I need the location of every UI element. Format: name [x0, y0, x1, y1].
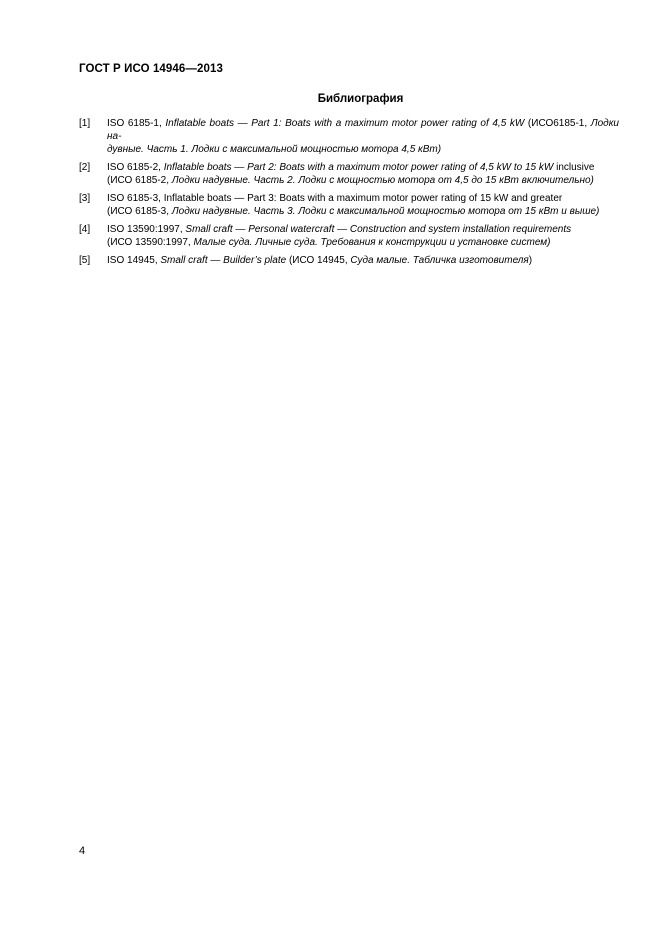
entry-title-ru: Лодки на- [107, 118, 619, 142]
entry-title-ru: Лодки надувные. Часть 2. Лодки с мощностью мотора от 4,5 до 15 кВт включительно) [171, 175, 594, 186]
entry-ref-ru: (ИСО 14945, [286, 255, 351, 266]
bibliography-entry-4 [79, 223, 619, 249]
entry-line-1: ISO 6185-3, Inflatable boats — Part 3: Boats with a maximum motor power rating of 15 kW and greater [107, 193, 563, 204]
entry-ref-ru: (ИСО6185-1, [524, 118, 591, 129]
entry-text [107, 117, 619, 156]
entry-line-2 [107, 174, 619, 187]
entry-suffix: inclusive [553, 162, 595, 173]
page-number: 4 [79, 845, 86, 857]
entry-title-ru: Малые суда. Личные суда. Требования к конструкции и установке систем) [193, 237, 551, 248]
entry-title-en: Small craft — Personal watercraft — Construction and system installation requirements [185, 224, 572, 235]
entry-text [107, 192, 619, 218]
entry-title-en: Inflatable boats — Part 2: Boats with a maximum motor power rating of 4,5 kW to 15 kW [163, 162, 554, 173]
entry-title-en: Small craft — Builder’s plate [160, 255, 287, 266]
entry-ref-ru: (ИСО 13590:1997, [107, 237, 194, 248]
entry-ref: ISO 13590:1997, [107, 224, 186, 235]
entry-text [107, 254, 619, 267]
bibliography-list [79, 117, 619, 272]
entry-ref-ru: (ИСО 6185-3, [107, 206, 172, 217]
entry-ref: ISO 6185-1, [107, 118, 166, 129]
entry-line-2: дувные. Часть 1. Лодки с максимальной мощностью мотора 4,5 кВт) [107, 144, 442, 155]
entry-line-2 [107, 205, 619, 218]
entry-line-2 [107, 236, 619, 249]
bibliography-title: Библиография [317, 93, 404, 105]
entry-line-1 [107, 117, 619, 143]
entry-number: [2] [79, 162, 91, 173]
entry-number: [5] [79, 255, 91, 266]
bibliography-entry-2 [79, 161, 619, 187]
entry-line-1 [107, 254, 619, 267]
entry-text [107, 161, 619, 187]
entry-number: [3] [79, 193, 91, 204]
entry-title-ru: Лодки надувные. Часть 3. Лодки с максимальной мощностью мотора от 15 кВт и выше) [171, 206, 600, 217]
entry-number: [4] [79, 224, 91, 235]
entry-ref-ru: (ИСО 6185-2, [107, 175, 172, 186]
entry-title-ru: Суда малые. Табличка изготовителя [350, 255, 529, 266]
entry-number: [1] [79, 118, 91, 129]
entry-ref: ISO 14945, [107, 255, 161, 266]
bibliography-entry-5 [79, 254, 619, 267]
entry-ref: ISO 6185-2, [107, 162, 164, 173]
entry-line-1 [107, 223, 619, 236]
entry-text [107, 223, 619, 249]
entry-title-en: Inflatable boats — Part 1: Boats with a maximum motor power rating of 4,5 kW [165, 118, 525, 129]
standard-code-header: ГОСТ Р ИСО 14946—2013 [79, 63, 224, 75]
entry-line-1 [107, 161, 619, 174]
bibliography-entry-3 [79, 192, 619, 218]
entry-close-paren: ) [528, 255, 533, 266]
bibliography-entry-1 [79, 117, 619, 156]
